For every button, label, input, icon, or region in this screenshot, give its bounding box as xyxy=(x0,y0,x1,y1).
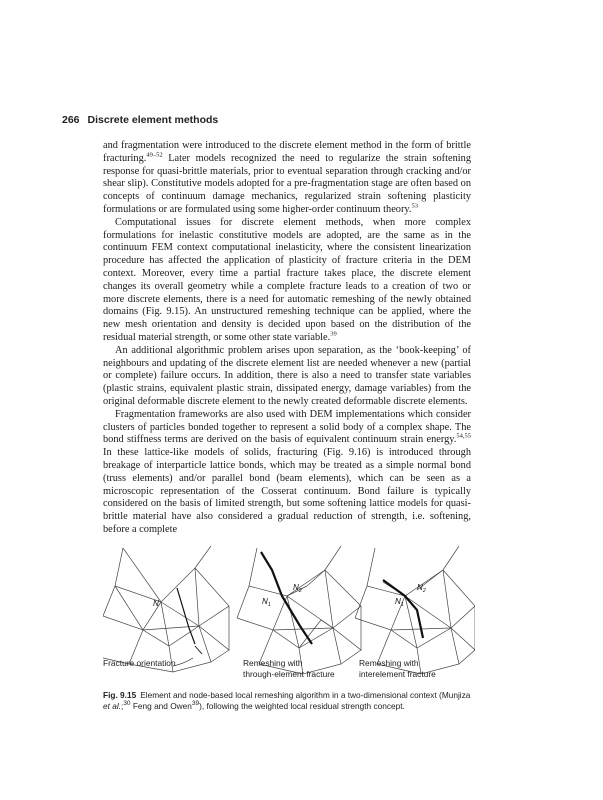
panel-interelement xyxy=(355,546,475,674)
text-run: Feng and Owen xyxy=(130,701,192,711)
label-through-element-line1: Remeshing with xyxy=(243,658,303,668)
text-run: Element and node-based local remeshing algorithm in a two-dimensional context (Munjiza xyxy=(140,690,471,700)
caption-text xyxy=(103,690,470,711)
label-interelement-line2: interelement fracture xyxy=(359,669,436,679)
figure-9-15 xyxy=(103,546,475,686)
page-number: 266 xyxy=(62,114,80,126)
text-run: et al. xyxy=(103,701,121,711)
citation-superscript: 30 xyxy=(123,700,131,708)
label-interelement-line1: Remeshing with xyxy=(359,658,419,668)
paragraph xyxy=(103,217,471,345)
orientation-arrow xyxy=(195,646,202,654)
citation-superscript: 49–52 xyxy=(146,151,163,159)
node-n1-label-panel3: $N_1$ xyxy=(395,597,404,608)
paragraph xyxy=(103,345,471,409)
body-text xyxy=(103,140,471,537)
node-n2-label-panel3: $N_2$ xyxy=(417,583,426,594)
text-run: Computational issues for discrete element methods, when more complex formulations for inelastic constitutive models are adopted, are the same as in the continuum FEM context computational inelasticity, where the consistent linearization procedure has affected the application of plasticity of fracture criteria in the DEM context. Moreover, every time a partial fracture takes place, the discrete element changes its overall geometry while a complete fracture leads to a creation of two or more discrete elements, there is a need for automatic remeshing of the newly obtained domains (Fig. 9.15). An unstructured remeshing technique can be applied, where the new mesh orientation and density is decided upon based on the distribution of the residual material strength, or some other state variable. xyxy=(103,216,471,343)
text-run: Later models recognized the need to regularize the strain softening response for quasi-brittle materials, prior to eventual separation through cracking and/or shear slip). Constitutive models adopted for a pre-fragmentation stage are often based on concepts of continuum damage mechanics, regularized strain softening plasticity formulations or are formulated using some higher-order continuum theory. xyxy=(103,152,471,215)
citation-superscript: 53 xyxy=(411,202,418,210)
label-fracture-orientation: Fracture orientation xyxy=(103,658,176,668)
running-header xyxy=(62,114,218,126)
citation-superscript: 39 xyxy=(191,700,200,708)
text-run: ; xyxy=(121,701,124,711)
node-n1-label-panel2: $N_1$ xyxy=(262,597,271,608)
citation-superscript: 39 xyxy=(330,330,337,338)
paragraph xyxy=(103,140,471,217)
text-run: An additional algorithmic problem arises upon separation, as the ‘book-keeping’ of neighbours and updating of the discrete element list are needed whenever a new (partial or complete) failure occurs. In addition, there is also a need to transfer state variables (plastic strains, equivalent plastic strain, dissipated energy, damage variables) from the original deformable discrete element to the newly created deformable discrete elements. xyxy=(103,344,471,407)
fracture-orientation-leader xyxy=(173,658,193,666)
panel-fracture-orientation xyxy=(103,546,229,672)
text-run: In these lattice-like models of solids, fracturing (Fig. 9.16) is introduced through breakage of interparticle lattice bonds, which may be treated as a simple normal bond (truss elements) and/or parallel bond (beam elements), which can be seen as a microscopic representation of the Cosserat continuum. Bond failure is typically considered on the basis of limited strength, but some softening lattice models for quasi-brittle material have also considered a gradual reduction of strength, i.e. softening, before a complete xyxy=(103,447,471,535)
figure-caption xyxy=(103,690,473,712)
text-run: and fragmentation were introduced to the discrete element method in the form of brittle fracturing. xyxy=(103,140,471,164)
label-through-element-line2: through-element fracture xyxy=(243,669,335,679)
caption-label: Fig. 9.15 xyxy=(103,690,137,700)
remeshing-diagram xyxy=(103,546,475,686)
paragraph xyxy=(103,409,471,537)
node-n2-label-panel2: $N_2$ xyxy=(293,583,302,594)
text-run: ), following the weighted local residual strength concept. xyxy=(199,701,405,711)
node-n-label: N xyxy=(153,599,159,608)
text-run: Fragmentation frameworks are also used with DEM implementations which consider clusters of particles bonded together to represent a solid body of a complex shape. The bond stiffness terms are derived on the basis of equivalent continuum strain energy. xyxy=(103,408,471,446)
running-title: Discrete element methods xyxy=(87,114,219,126)
citation-superscript: 54,55 xyxy=(456,432,471,440)
panel-through-element xyxy=(237,546,361,674)
fracture-line xyxy=(177,588,195,644)
